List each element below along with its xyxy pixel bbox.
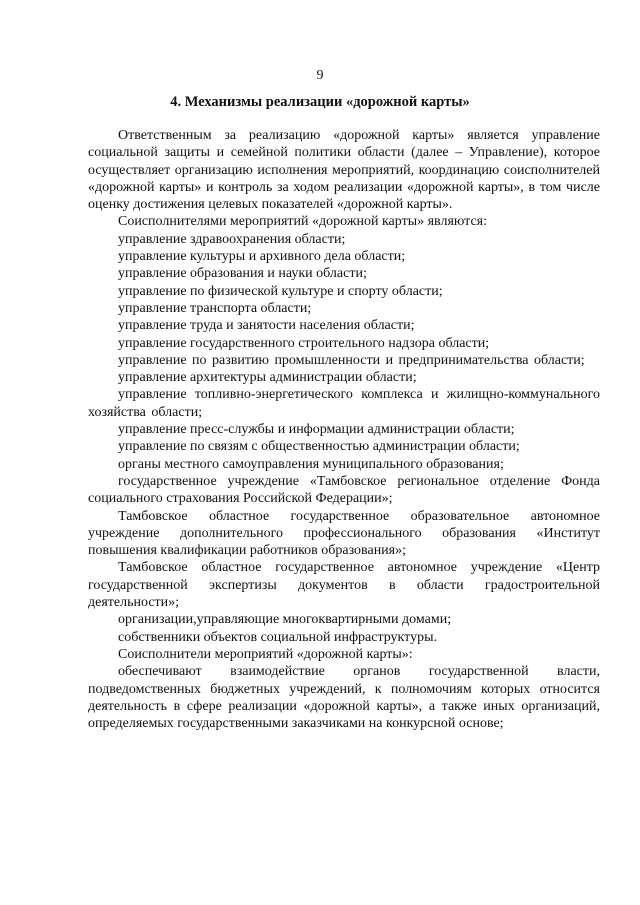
coexecutor-item: собственники объектов социальной инфраструктуры. (118, 629, 438, 645)
coexecutor-item: органы местного самоуправления муниципального образования; (118, 456, 504, 472)
coexecutors-lead: Соисполнителями мероприятий «дорожной карты» являются: (118, 214, 488, 230)
section-heading: 4. Механизмы реализации «дорожной карты» (170, 94, 470, 110)
intro-paragraph: Ответственным за реализацию «дорожной карты» является управление социальной защиты и семейной политики области (далее – Управление), которое осуществляет организацию исполнения мероприятий, координацию соисполнителей «дорожной карты» и контроль за ходом реализации «дорожной карты», в том числе оценку достижения целевых показателей «дорожной карты». (88, 128, 600, 213)
duties-lead: Соисполнители мероприятий «дорожной карты»: (118, 646, 413, 662)
coexecutor-item: управление архитектуры администрации области; (118, 370, 417, 386)
coexecutor-item: Тамбовское областное государственное автономное учреждение «Центр государственной экспертизы документов в области градостроительной деятельности»; (88, 560, 600, 611)
coexecutor-item: управление здравоохранения области; (118, 231, 346, 247)
coexecutor-item: управление топливно-энергетического комплекса и жилищно-коммунального хозяйства области; (88, 387, 600, 420)
duty-item: обеспечивают взаимодействие органов государственной власти, подведомственных бюджетных учреждений, к полномочиям которых относится деятельность в сфере реализации «дорожной карты», а также иных организаций, определяемых государственными заказчиками на конкурсной основе; (88, 664, 600, 732)
document-body (88, 127, 600, 732)
page-number: 9 (316, 68, 324, 83)
coexecutor-item: управление пресс-службы и информации администрации области; (118, 422, 515, 438)
coexecutor-item: организации,управляющие многоквартирными домами; (118, 612, 452, 628)
coexecutor-item: управление культуры и архивного дела области; (118, 249, 406, 265)
coexecutor-item: управление труда и занятости населения области; (118, 318, 415, 334)
coexecutor-item: управление транспорта области; (118, 300, 312, 316)
coexecutor-item: управление по связям с общественностью администрации области; (118, 439, 520, 455)
coexecutor-item: управление по физической культуре и спорту области; (118, 283, 443, 299)
coexecutor-item: управление государственного строительного надзора области; (118, 335, 490, 351)
coexecutor-item: управление по развитию промышленности и предпринимательства области; (118, 352, 585, 368)
coexecutor-item: государственное учреждение «Тамбовское региональное отделение Фонда социального страхования Российской Федерации»; (88, 473, 600, 507)
coexecutor-item: Тамбовское областное государственное образовательное автономное учреждение дополнительного профессионального образования «Институт повышения квалификации работников образования»; (88, 508, 600, 559)
coexecutor-item: управление образования и науки области; (118, 266, 367, 282)
